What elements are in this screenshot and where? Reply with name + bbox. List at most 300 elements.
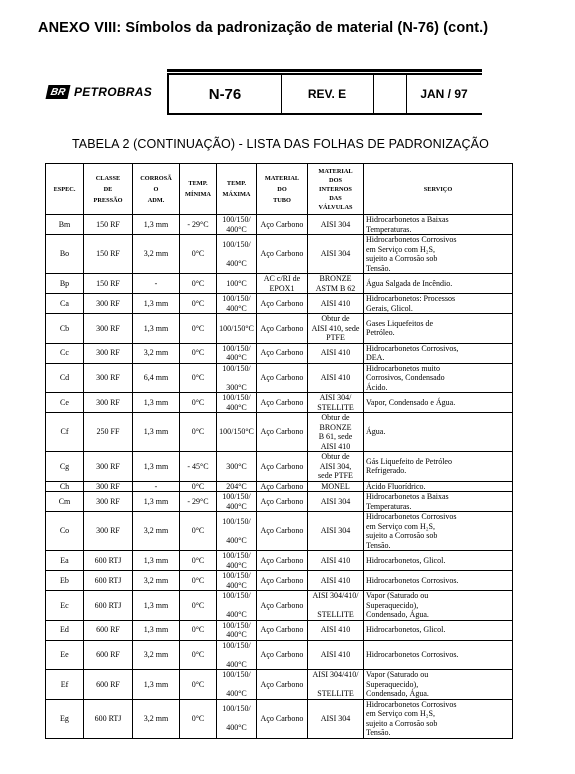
annex-title: ANEXO VIII: Símbolos da padronização de material (N-76) (cont.) (38, 20, 489, 36)
cell-line (310, 601, 361, 611)
cell-classe: 600 RF (84, 670, 133, 700)
cell-classe: 300 RF (84, 343, 133, 363)
cell-temp-min: 0°C (180, 670, 217, 700)
cell-line: Vapor (Saturado ou (366, 670, 429, 679)
cell-temp-min: 0°C (180, 620, 217, 640)
cell-temp-min: 0°C (180, 551, 217, 571)
column-header-line: ESPEC. (53, 185, 76, 193)
br-logo-icon: BR (46, 85, 71, 99)
cell-corrosao: 1,3 mm (133, 393, 180, 413)
cell-corrosao: - (133, 481, 180, 492)
cell-temp-min: 0°C (180, 343, 217, 363)
cell-temp-max (217, 699, 257, 738)
cell-material-tubo (257, 393, 308, 413)
cell-line: Hidrocarbonetos Corrosivos (366, 235, 457, 244)
cell-line: Aço Carbono (260, 526, 304, 536)
cell-corrosao: 3,2 mm (133, 699, 180, 738)
column-header-material-internos (308, 164, 364, 215)
column-header-line: DAS (329, 194, 342, 202)
cell-line: Hidrocarbonetos, Glicol. (366, 625, 446, 635)
doc-date: JAN / 97 (420, 87, 468, 101)
cell-classe: 300 RF (84, 492, 133, 512)
cell-line: Tensão. (366, 540, 391, 550)
cell-line: Obtur de (321, 314, 350, 323)
cell-line: em Serviço com H₂S, (366, 244, 435, 254)
cell-servico (364, 571, 513, 591)
cell-classe: 600 RTJ (84, 551, 133, 571)
column-header-line: CLASSE (95, 174, 121, 182)
cell-material-tubo (257, 512, 308, 551)
spec-table (45, 163, 513, 739)
cell-line (219, 714, 254, 724)
cell-line: AISI 304 (320, 526, 351, 536)
cell-line: 300°C (226, 461, 247, 471)
cell-line: sujeito a Corrosão sob (366, 531, 438, 540)
cell-line: em Serviço com H₂S, (366, 521, 435, 531)
cell-line: AISI 304 (320, 249, 351, 259)
cell-temp-max (217, 215, 257, 235)
cell-line: Hidrocarbonetos Corrosivos. (366, 650, 459, 659)
cell-line (219, 249, 254, 259)
cell-temp-min: 0°C (180, 591, 217, 621)
cell-line: AISI 304 (320, 713, 351, 723)
cell-temp-min: 0°C (180, 481, 217, 492)
cell-line (219, 680, 254, 690)
column-header-temp-min (180, 164, 217, 215)
cell-corrosao: 1,3 mm (133, 670, 180, 700)
cell-line (310, 680, 361, 690)
table-row (46, 492, 513, 512)
cell-line: AISI 410 (320, 298, 351, 308)
table-row (46, 294, 513, 314)
cell-temp-max (217, 492, 257, 512)
cell-temp-max (217, 274, 257, 294)
cell-line: Superaquecido), (366, 679, 419, 689)
cell-line: Aço Carbono (260, 679, 304, 689)
cell-material-tubo (257, 274, 308, 294)
column-header-line: SERVIÇO (423, 185, 453, 193)
cell-espec: Ch (46, 481, 84, 492)
cell-line: 400°C (226, 580, 247, 590)
cell-espec: Ec (46, 591, 84, 621)
cell-material-tubo (257, 215, 308, 235)
cell-line: AISI 304/410/ (312, 670, 359, 679)
cell-line: 100/150/ (222, 704, 251, 714)
header-blank-cell (373, 75, 407, 113)
cell-line (219, 526, 254, 536)
cell-servico (364, 640, 513, 670)
cell-espec: Ed (46, 620, 84, 640)
cell-temp-max (217, 363, 257, 393)
cell-line: Aço Carbono (260, 427, 304, 437)
cell-line: 100/150/ (222, 516, 251, 526)
cell-line: sede PTFE (318, 471, 353, 480)
cell-material-internos (308, 512, 364, 551)
cell-line: Aço Carbono (260, 323, 304, 333)
cell-corrosao: 3,2 mm (133, 640, 180, 670)
cell-line: B 61, sede (318, 432, 353, 441)
column-header-line: CORROSÃ (140, 174, 172, 182)
cell-line: 400°C (226, 501, 247, 511)
cell-corrosao: 1,3 mm (133, 551, 180, 571)
cell-corrosao: 1,3 mm (133, 413, 180, 452)
cell-espec: Ef (46, 670, 84, 700)
table-row (46, 551, 513, 571)
cell-temp-min: 0°C (180, 294, 217, 314)
cell-espec: Co (46, 512, 84, 551)
table-row (46, 363, 513, 393)
cell-line: STELLITE (317, 610, 354, 619)
cell-espec: Cg (46, 452, 84, 482)
cell-temp-max (217, 413, 257, 452)
cell-material-internos (308, 620, 364, 640)
cell-corrosao: 3,2 mm (133, 235, 180, 274)
cell-line: em Serviço com H₂S, (366, 709, 435, 718)
cell-corrosao: 1,3 mm (133, 591, 180, 621)
column-header-line: MATERIAL (264, 174, 300, 182)
cell-temp-min: - 29°C (180, 215, 217, 235)
cell-temp-min: 0°C (180, 393, 217, 413)
logo-text: PETROBRAS (74, 85, 153, 99)
cell-line: Vapor (Saturado ou (366, 591, 429, 600)
cell-line: 400°C (226, 689, 247, 698)
cell-material-internos (308, 363, 364, 393)
table-row (46, 571, 513, 591)
cell-line: Gerais, Glicol. (366, 303, 413, 313)
cell-temp-min: 0°C (180, 571, 217, 591)
cell-temp-max (217, 551, 257, 571)
cell-line: Aço Carbono (260, 219, 304, 229)
column-header-classe (84, 164, 133, 215)
cell-line: 400°C (226, 723, 247, 733)
cell-classe: 300 RF (84, 393, 133, 413)
column-header-line: DE (103, 185, 113, 193)
cell-temp-max (217, 571, 257, 591)
cell-line: Superaquecido), (366, 600, 419, 610)
cell-espec: Cm (46, 492, 84, 512)
table-row (46, 393, 513, 413)
cell-line: sujeito a Corrosão sob (366, 718, 438, 728)
cell-line: Hidrocarbonetos a Baixas (366, 215, 449, 224)
cell-material-tubo (257, 481, 308, 492)
cell-corrosao: 1,3 mm (133, 492, 180, 512)
cell-temp-max (217, 314, 257, 344)
cell-line: Temperaturas. (366, 224, 412, 234)
cell-servico (364, 235, 513, 274)
cell-line (219, 601, 254, 611)
cell-line: Aço Carbono (260, 249, 304, 259)
cell-line: AISI 410 (320, 373, 351, 382)
cell-material-tubo (257, 591, 308, 621)
table-row (46, 699, 513, 738)
cell-espec: Bo (46, 235, 84, 274)
cell-line: Aço Carbono (260, 348, 304, 358)
cell-line: 204°C (226, 481, 247, 491)
cell-servico (364, 492, 513, 512)
cell-line: AISI 304 (320, 219, 351, 229)
table-row (46, 481, 513, 492)
cell-line: 100/150/ (222, 620, 251, 630)
cell-material-internos (308, 571, 364, 591)
cell-classe: 250 FF (84, 413, 133, 452)
column-header-line: PRESSÃO (93, 196, 123, 204)
cell-material-tubo (257, 363, 308, 393)
cell-line: Tensão. (366, 728, 391, 737)
cell-line: 100/150/ (222, 294, 251, 303)
table-row (46, 670, 513, 700)
cell-line: Água Salgada de Incêndio. (366, 278, 453, 288)
cell-servico (364, 343, 513, 363)
cell-material-tubo (257, 699, 308, 738)
cell-line: AISI 410, sede (311, 323, 360, 333)
cell-line: Hidrocarbonetos Corrosivos. (366, 575, 459, 585)
cell-corrosao: 1,3 mm (133, 620, 180, 640)
cell-servico (364, 274, 513, 294)
cell-servico (364, 551, 513, 571)
cell-temp-min: - 45°C (180, 452, 217, 482)
cell-line: AISI 410 (320, 348, 351, 358)
cell-temp-min: 0°C (180, 314, 217, 344)
cell-line: Condensado, Água. (366, 689, 429, 698)
cell-material-internos (308, 591, 364, 621)
cell-line: Hidrocarbonetos, Glicol. (366, 555, 446, 565)
cell-material-tubo (257, 492, 308, 512)
cell-line: 300°C (226, 382, 247, 392)
cell-line: Corrosivos, Condensado (366, 373, 445, 382)
cell-classe: 300 RF (84, 512, 133, 551)
cell-temp-min: 0°C (180, 640, 217, 670)
cell-line: STELLITE (317, 689, 354, 698)
cell-espec: Bm (46, 215, 84, 235)
table-row (46, 215, 513, 235)
table-row (46, 640, 513, 670)
cell-line: AISI 410 (320, 650, 351, 659)
petrobras-logo (47, 83, 152, 101)
column-header-line: MÍNIMA (185, 191, 211, 198)
cell-material-tubo (257, 452, 308, 482)
document-header (40, 68, 480, 112)
cell-servico (364, 363, 513, 393)
cell-line: Aço Carbono (260, 625, 304, 635)
doc-number: N-76 (169, 75, 282, 113)
cell-line: 400°C (226, 535, 247, 545)
cell-material-internos (308, 413, 364, 452)
cell-servico (364, 699, 513, 738)
column-header-line: MÁXIMA (222, 191, 251, 198)
cell-espec: Ca (46, 294, 84, 314)
cell-classe: 300 RF (84, 314, 133, 344)
header-box (167, 73, 482, 115)
column-header-line: DO (277, 185, 287, 193)
cell-line: AISI 304/ (319, 393, 352, 402)
cell-line: 100/150/ (222, 571, 251, 580)
cell-corrosao: 3,2 mm (133, 571, 180, 591)
cell-line: Aço Carbono (260, 481, 304, 491)
column-header-line: INTERNOS (319, 185, 352, 193)
cell-classe: 300 RF (84, 363, 133, 393)
cell-line: 100/150/ (222, 393, 251, 402)
cell-line: Hidrocarbonetos muito (366, 363, 440, 373)
cell-espec: Cd (46, 363, 84, 393)
cell-material-tubo (257, 343, 308, 363)
cell-line: 100/150/ (222, 363, 251, 373)
cell-servico (364, 452, 513, 482)
cell-espec: Bp (46, 274, 84, 294)
table-row (46, 620, 513, 640)
cell-corrosao: 3,2 mm (133, 512, 180, 551)
cell-line: AISI 304/410/ (312, 591, 359, 600)
cell-espec: Ce (46, 393, 84, 413)
cell-line: Vapor, Condensado e Água. (366, 397, 456, 407)
cell-line: AISI 410 (320, 575, 351, 585)
cell-espec: Ea (46, 551, 84, 571)
cell-material-internos (308, 670, 364, 700)
cell-line: 100/150°C (219, 427, 254, 437)
cell-line: Petróleo. (366, 328, 395, 338)
column-header-line: O (153, 185, 159, 193)
cell-line: MONEL (321, 481, 350, 491)
cell-line: EPOX1 (269, 283, 295, 293)
cell-espec: Cb (46, 314, 84, 344)
cell-material-internos (308, 393, 364, 413)
cell-line: Hidrocarbonetos: Processos (366, 294, 456, 303)
cell-line: 400°C (226, 258, 247, 268)
cell-classe: 600 RF (84, 640, 133, 670)
column-header-line: MATERIAL (318, 167, 353, 175)
column-header-espec (46, 164, 84, 215)
table-row (46, 591, 513, 621)
cell-servico (364, 393, 513, 413)
cell-line: BRONZE (319, 422, 352, 432)
cell-servico (364, 620, 513, 640)
cell-servico (364, 591, 513, 621)
table-header-row (46, 164, 513, 215)
cell-espec: Eg (46, 699, 84, 738)
cell-temp-min: 0°C (180, 235, 217, 274)
cell-line: 400°C (226, 224, 247, 234)
cell-temp-max (217, 481, 257, 492)
cell-corrosao: 1,3 mm (133, 215, 180, 235)
cell-line: AISI 410 (320, 625, 351, 635)
cell-material-internos (308, 452, 364, 482)
cell-corrosao: 1,3 mm (133, 314, 180, 344)
cell-line: 400°C (226, 560, 247, 570)
cell-classe: 600 RF (84, 620, 133, 640)
cell-servico (364, 670, 513, 700)
cell-line: 400°C (226, 659, 247, 669)
cell-line: AISI 410 (320, 441, 351, 451)
column-header-line: VÁLVULAS (318, 203, 353, 211)
cell-temp-max (217, 393, 257, 413)
table-row (46, 235, 513, 274)
cell-line: 100/150/ (222, 239, 251, 249)
cell-line: AISI 304, (319, 461, 352, 471)
cell-line: Condensado, Água. (366, 610, 429, 619)
column-header-temp-max (217, 164, 257, 215)
cell-classe: 600 RTJ (84, 591, 133, 621)
revision: REV. E (281, 75, 374, 113)
column-header-line: ADM. (147, 196, 165, 204)
cell-line: 400°C (226, 610, 247, 619)
cell-temp-min: 0°C (180, 512, 217, 551)
cell-espec: Cc (46, 343, 84, 363)
cell-line: STELLITE (317, 402, 354, 412)
cell-espec: Cf (46, 413, 84, 452)
cell-line: 100/150/ (222, 670, 251, 679)
column-header-line: TEMP. (188, 180, 208, 187)
cell-material-internos (308, 640, 364, 670)
cell-temp-min: 0°C (180, 699, 217, 738)
cell-temp-min: - 29°C (180, 492, 217, 512)
cell-material-tubo (257, 413, 308, 452)
table-row (46, 314, 513, 344)
cell-temp-max (217, 452, 257, 482)
cell-line: 100/150°C (219, 323, 254, 333)
cell-classe: 300 RF (84, 481, 133, 492)
cell-line: Obtur de (321, 452, 350, 461)
table-body (46, 215, 513, 739)
cell-line: 100/150/ (222, 551, 251, 560)
cell-temp-max (217, 235, 257, 274)
cell-servico (364, 294, 513, 314)
cell-line: 400°C (226, 402, 247, 412)
cell-servico (364, 481, 513, 492)
table-row (46, 274, 513, 294)
cell-line: 100/150/ (222, 492, 251, 501)
cell-line: Água. (366, 427, 386, 437)
cell-line: Aço Carbono (260, 298, 304, 308)
cell-servico (364, 314, 513, 344)
cell-material-internos (308, 215, 364, 235)
cell-line: Aço Carbono (260, 397, 304, 407)
table-row (46, 343, 513, 363)
cell-servico (364, 215, 513, 235)
column-header-line: DOS (329, 176, 342, 184)
cell-temp-min: 0°C (180, 363, 217, 393)
cell-material-tubo (257, 235, 308, 274)
cell-material-internos (308, 235, 364, 274)
column-header-material-tubo (257, 164, 308, 215)
cell-line: Aço Carbono (260, 373, 304, 382)
cell-line: 400°C (226, 303, 247, 313)
cell-line: Aço Carbono (260, 713, 304, 723)
cell-line: Aço Carbono (260, 555, 304, 565)
cell-line: Hidrocarbonetos Corrosivos, (366, 343, 459, 353)
column-header-servico (364, 164, 513, 215)
cell-line: 100/150/ (222, 640, 251, 650)
cell-line: 400°C (226, 630, 247, 639)
cell-line: 100/150/ (222, 343, 251, 353)
cell-espec: Ee (46, 640, 84, 670)
column-header-corrosao (133, 164, 180, 215)
cell-classe: 300 RF (84, 294, 133, 314)
cell-line: AC c/RI de (263, 274, 301, 283)
cell-temp-max (217, 620, 257, 640)
cell-material-internos (308, 294, 364, 314)
cell-material-tubo (257, 314, 308, 344)
cell-material-tubo (257, 294, 308, 314)
cell-material-tubo (257, 640, 308, 670)
cell-material-tubo (257, 670, 308, 700)
table-row (46, 512, 513, 551)
cell-classe: 300 RF (84, 452, 133, 482)
cell-line: 100/150/ (222, 591, 251, 600)
cell-line (219, 373, 254, 383)
cell-line: BRONZE (319, 274, 352, 283)
cell-line: Aço Carbono (260, 575, 304, 585)
cell-corrosao: 3,2 mm (133, 343, 180, 363)
cell-line: Aço Carbono (260, 600, 304, 610)
